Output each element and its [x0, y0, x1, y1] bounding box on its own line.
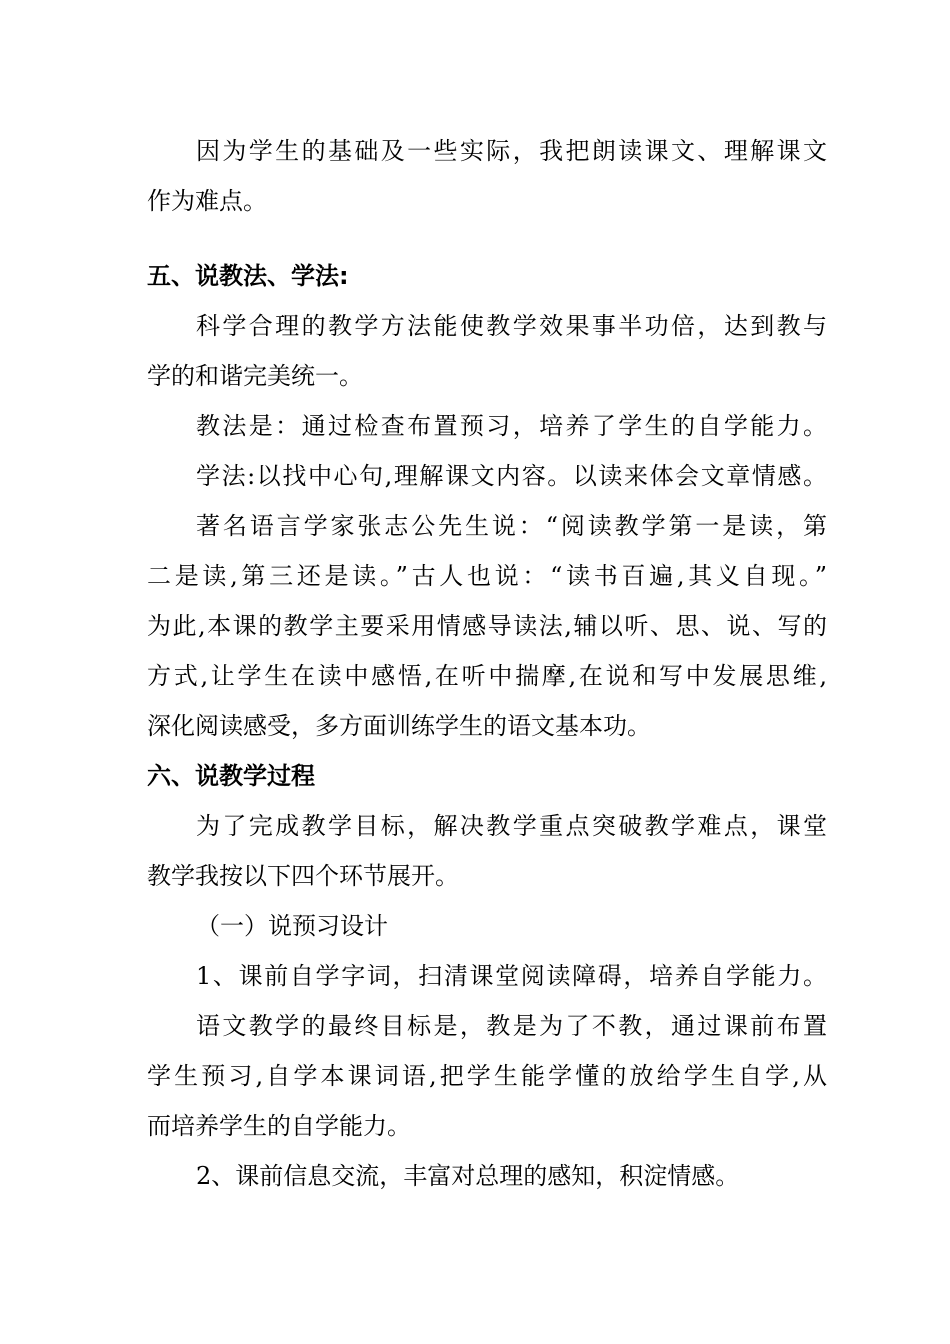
subsection-heading: （一）说预习设计	[196, 912, 388, 940]
paragraph-line: 2、课前信息交流，丰富对总理的感知，积淀情感。	[196, 1162, 740, 1190]
paragraph-line: 为了完成教学目标，解决教学重点突破教学难点，课堂	[196, 812, 827, 840]
paragraph-line: 二是读,第三还是读。”古人也说：“读书百遍,其义自现。”	[147, 562, 827, 590]
paragraph-line: 方式,让学生在读中感悟,在听中揣摩,在说和写中发展思维,	[147, 662, 827, 690]
paragraph-line: 教学我按以下四个环节展开。	[147, 862, 459, 890]
paragraph-line: 因为学生的基础及一些实际，我把朗读课文、理解课文	[196, 137, 827, 165]
paragraph-line: 作为难点。	[147, 187, 267, 215]
paragraph-line: 深化阅读感受，多方面训练学生的语文基本功。	[147, 712, 651, 740]
paragraph-line: 1、课前自学字词，扫清课堂阅读障碍，培养自学能力。	[196, 962, 827, 990]
paragraph-line: 学的和谐完美统一。	[147, 362, 363, 390]
paragraph-line: 著名语言学家张志公先生说：“阅读教学第一是读，第	[196, 512, 827, 540]
paragraph-line: 教法是：通过检查布置预习，培养了学生的自学能力。	[196, 412, 827, 440]
paragraph-line: 科学合理的教学方法能使教学效果事半功倍，达到教与	[196, 312, 827, 340]
paragraph-line: 为此,本课的教学主要采用情感导读法,辅以听、思、说、写的	[147, 612, 827, 640]
paragraph-line: 而培养学生的自学能力。	[147, 1112, 411, 1140]
paragraph-line: 学法:以找中心句,理解课文内容。以读来体会文章情感。	[196, 462, 827, 490]
section-heading: 六、说教学过程	[147, 762, 315, 790]
paragraph-line: 学生预习,自学本课词语,把学生能学懂的放给学生自学,从	[147, 1062, 827, 1090]
section-heading: 五、说教法、学法:	[147, 262, 349, 290]
paragraph-line: 语文教学的最终目标是，教是为了不教，通过课前布置	[196, 1012, 827, 1040]
